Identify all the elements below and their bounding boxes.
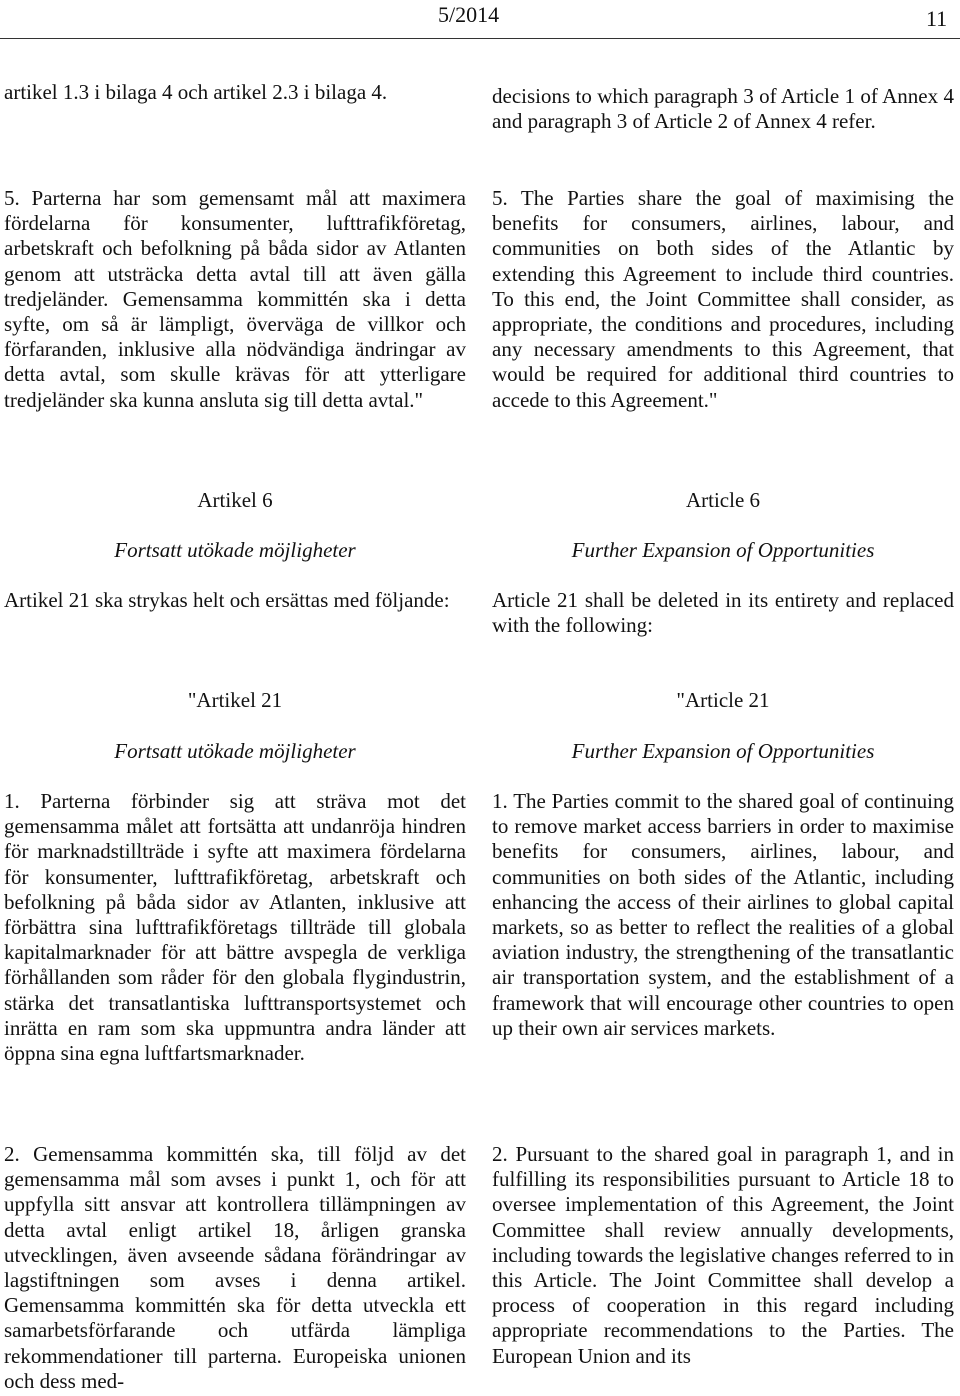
- article-heading: Article 6: [685, 488, 761, 512]
- paragraph-2: 2. Gemensamma kommittén ska, till följd av det gemensamma mål som avses i punkt 1, och för att uppfylla sitt ansvar att kontrollera tillämpningen av detta avtal enligt artikel 18, årligen granska utvecklingen, även avseende sådana förändringar av lagstiftningen som avses i denna artikel. Gemensamma kommittén ska för detta utveckla ett samarbetsförfarande och utfärda lämpliga rekommendationer till parterna. Europeiska unionen och dess med-: [4, 1142, 466, 1393]
- paragraph-1: 1. The Parties commit to the shared goal of continuing to remove market access barriers in order to maximise benefits for consumers, airlines, labour, and communities on both sides of the Atlantic, including enhancing the access of their airlines to global capital markets, so as better to reflect the realities of a global aviation industry, the strengthening of the transatlantic air transportation system, and the establishment of a framework that will encourage other countries to open up their own air services markets.: [492, 789, 954, 1040]
- new-article-heading: "Article 21: [676, 688, 770, 712]
- new-article-subtitle: Fortsatt utökade möjligheter: [114, 739, 356, 763]
- article-body: Artikel 21 ska strykas helt och ersättas med följande:: [4, 588, 450, 612]
- intro-text: decisions to which paragraph 3 of Article 1 of Annex 4 and paragraph 3 of Article 2 of Annex 4 refer.: [492, 84, 954, 134]
- paragraph-1: 1. Parterna förbinder sig att sträva mot det gemensamma målet att fortsätta att undanröja hindren för marknadstillträde i syfte att maximera fördelarna för konsumenter, lufttrafikföretag, arbetskraft och befolkning på båda sidor av Atlanten, inklusive att förbättra sina lufttrafikföretags tillträde till globala kapitalmarknader för att bättre avspegla de verkliga förhållanden som råder för den globala flygindustrin, stärka det transatlantiska lufttransportsystemet och inrätta en ram som ska uppmuntra andra länder att öppna sina egna luftfartsmarknader.: [4, 789, 466, 1066]
- header-rule: [0, 38, 960, 39]
- intro-text: artikel 1.3 i bilaga 4 och artikel 2.3 i bilaga 4.: [4, 80, 388, 104]
- paragraph-5: 5. The Parties share the goal of maximising the benefits for consumers, airlines, labour, and communities on both sides of the Atlantic by extending this Agreement to include third countries. To this end, the Joint Committee shall consider, as appropriate, the conditions and procedures, including any necessary amendments to this Agreement, that would be required for additional third countries to accede to this Agreement.": [492, 186, 954, 412]
- new-article-heading: "Artikel 21: [187, 688, 283, 712]
- article-subtitle: Further Expansion of Opportunities: [571, 538, 875, 562]
- page-number: 11: [926, 6, 948, 31]
- paragraph-5: 5. Parterna har som gemensamt mål att maximera fördelarna för konsumenter, lufttrafikföretag, arbetskraft och befolkning på båda sidor av Atlanten genom att utsträcka detta avtal till att även gälla tredjeländer. Gemensamma kommittén ska i detta syfte, om så är lämpligt, överväga de villkor och förfaranden, inklusive alla nödvändiga ändringar av detta avtal, som skulle krävas för att ytterligare tredjeländer ska kunna ansluta sig till detta avtal.": [4, 186, 466, 412]
- issue-number: 5/2014: [438, 2, 500, 27]
- new-article-subtitle: Further Expansion of Opportunities: [571, 739, 875, 763]
- article-heading: Artikel 6: [197, 488, 273, 512]
- article-subtitle: Fortsatt utökade möjligheter: [114, 538, 356, 562]
- paragraph-2: 2. Pursuant to the shared goal in paragraph 1, and in fulfilling its responsibilities pursuant to Article 18 to oversee implementation of this Agreement, the Joint Committee shall review annually developments, including towards the legislative changes referred to in this Article. The Joint Committee shall develop a process of cooperation in this regard including appropriate recommendations to the Parties. The European Union and its: [492, 1142, 954, 1368]
- article-body: Article 21 shall be deleted in its entirety and replaced with the following:: [492, 588, 954, 638]
- page-header: [0, 0, 960, 40]
